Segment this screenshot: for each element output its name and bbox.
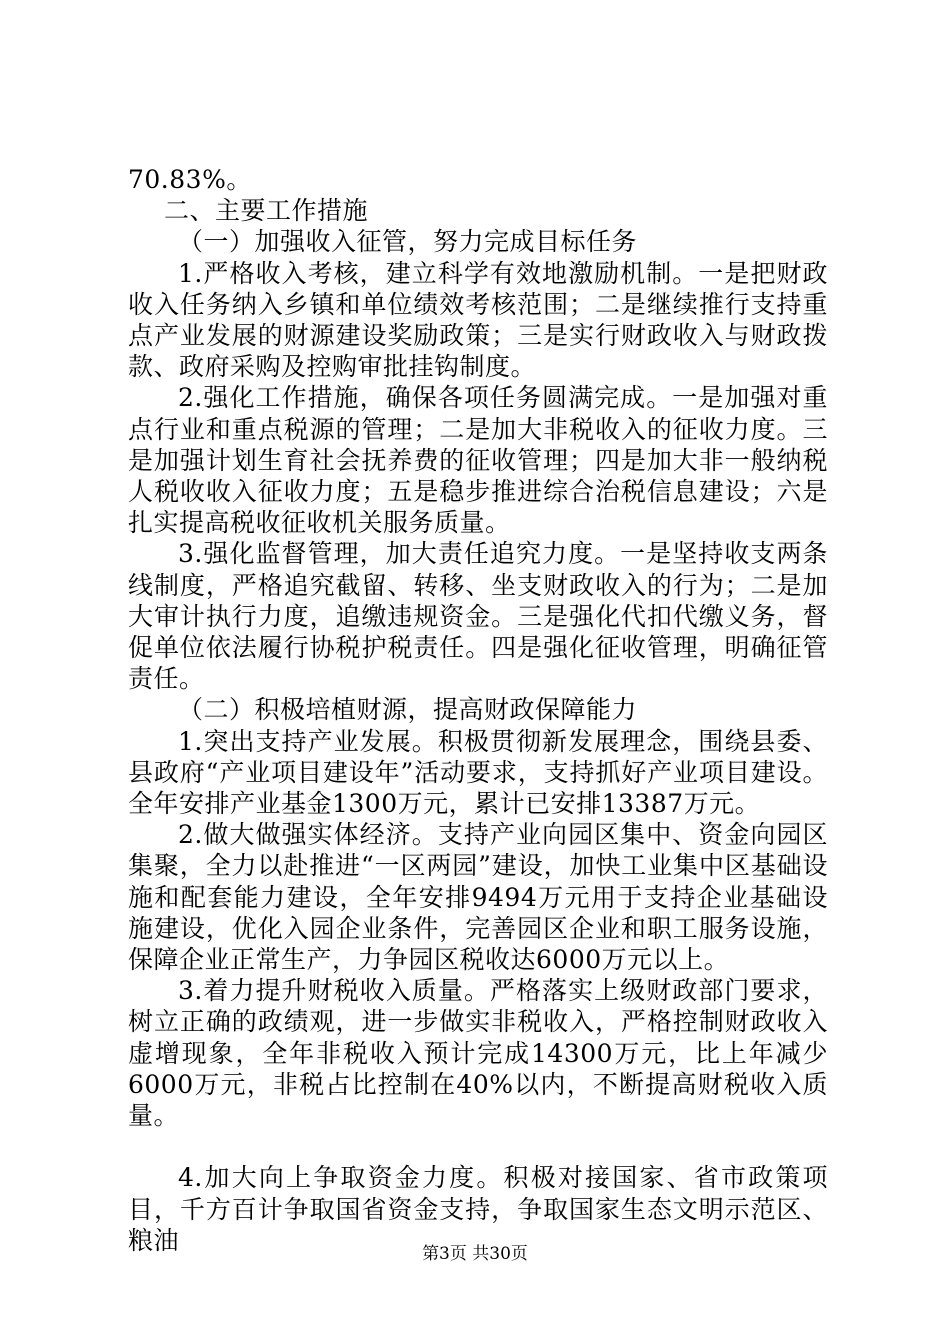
page-footer (0, 1243, 950, 1265)
paragraph: 3.强化监督管理，加大责任追究力度。一是坚持收支两条线制度，严格追究截留、转移、坐支财政收入的行为；二是加大审计执行力度，追缴违规资金。三是强化代扣代缴义务，督促单位依法履行协税护税责任。四是强化征收管理，明确征管责任。 (128, 539, 828, 694)
paragraph: 4.加大向上争取资金力度。积极对接国家、省市政策项目，千方百计争取国省资金支持，争取国家生态文明示范区、粮油 (128, 1163, 828, 1255)
paragraph: 2.强化工作措施，确保各项任务圆满完成。一是加强对重点行业和重点税源的管理；二是加大非税收入的征收力度。三是加强计划生育社会抚养费的征收管理；四是加大非一般纳税人税收收入征收力度；五是稳步推进综合治税信息建设；六是扎实提高税收征收机关服务质量。 (128, 383, 828, 538)
paragraph: 1.严格收入考核，建立科学有效地激励机制。一是把财政收入任务纳入乡镇和单位绩效考核范围；二是继续推行支持重点产业发展的财源建设奖励政策；三是实行财政收入与财政拨款、政府采购及控购审批挂钩制度。 (128, 258, 828, 382)
paragraph: 3.着力提升财税收入质量。严格落实上级财政部门要求，树立正确的政绩观，进一步做实非税收入，严格控制财政收入虚增现象，全年非税收入预计完成14300万元，比上年减少6000万元，非税占比控制在40%以内，不断提高财税收入质量。 (128, 976, 828, 1131)
paragraph: 1.突出支持产业发展。积极贯彻新发展理念，围绕县委、县政府“产业项目建设年”活动要求，支持抓好产业项目建设。全年安排产业基金1300万元，累计已安排13387万元。 (128, 726, 828, 819)
page-number: 第3页 共30页 (422, 1244, 528, 1264)
paragraph-continuation: 70.83%。 (128, 165, 252, 194)
subsection-heading: （二）积极培植财源，提高财政保障能力 (178, 695, 638, 725)
subsection-heading: （一）加强收入征管，努力完成目标任务 (178, 227, 638, 257)
document-body (128, 164, 828, 1256)
section-heading: 二、主要工作措施 (164, 196, 369, 226)
paragraph: 2.做大做强实体经济。支持产业向园区集中、资金向园区集聚，全力以赴推进“一区两园”建设，加快工业集中区基础设施和配套能力建设，全年安排9494万元用于支持企业基础设施建设，优化入园企业条件，完善园区企业和职工服务设施，保障企业正常生产，力争园区税收达6000万元以上。 (128, 820, 828, 975)
